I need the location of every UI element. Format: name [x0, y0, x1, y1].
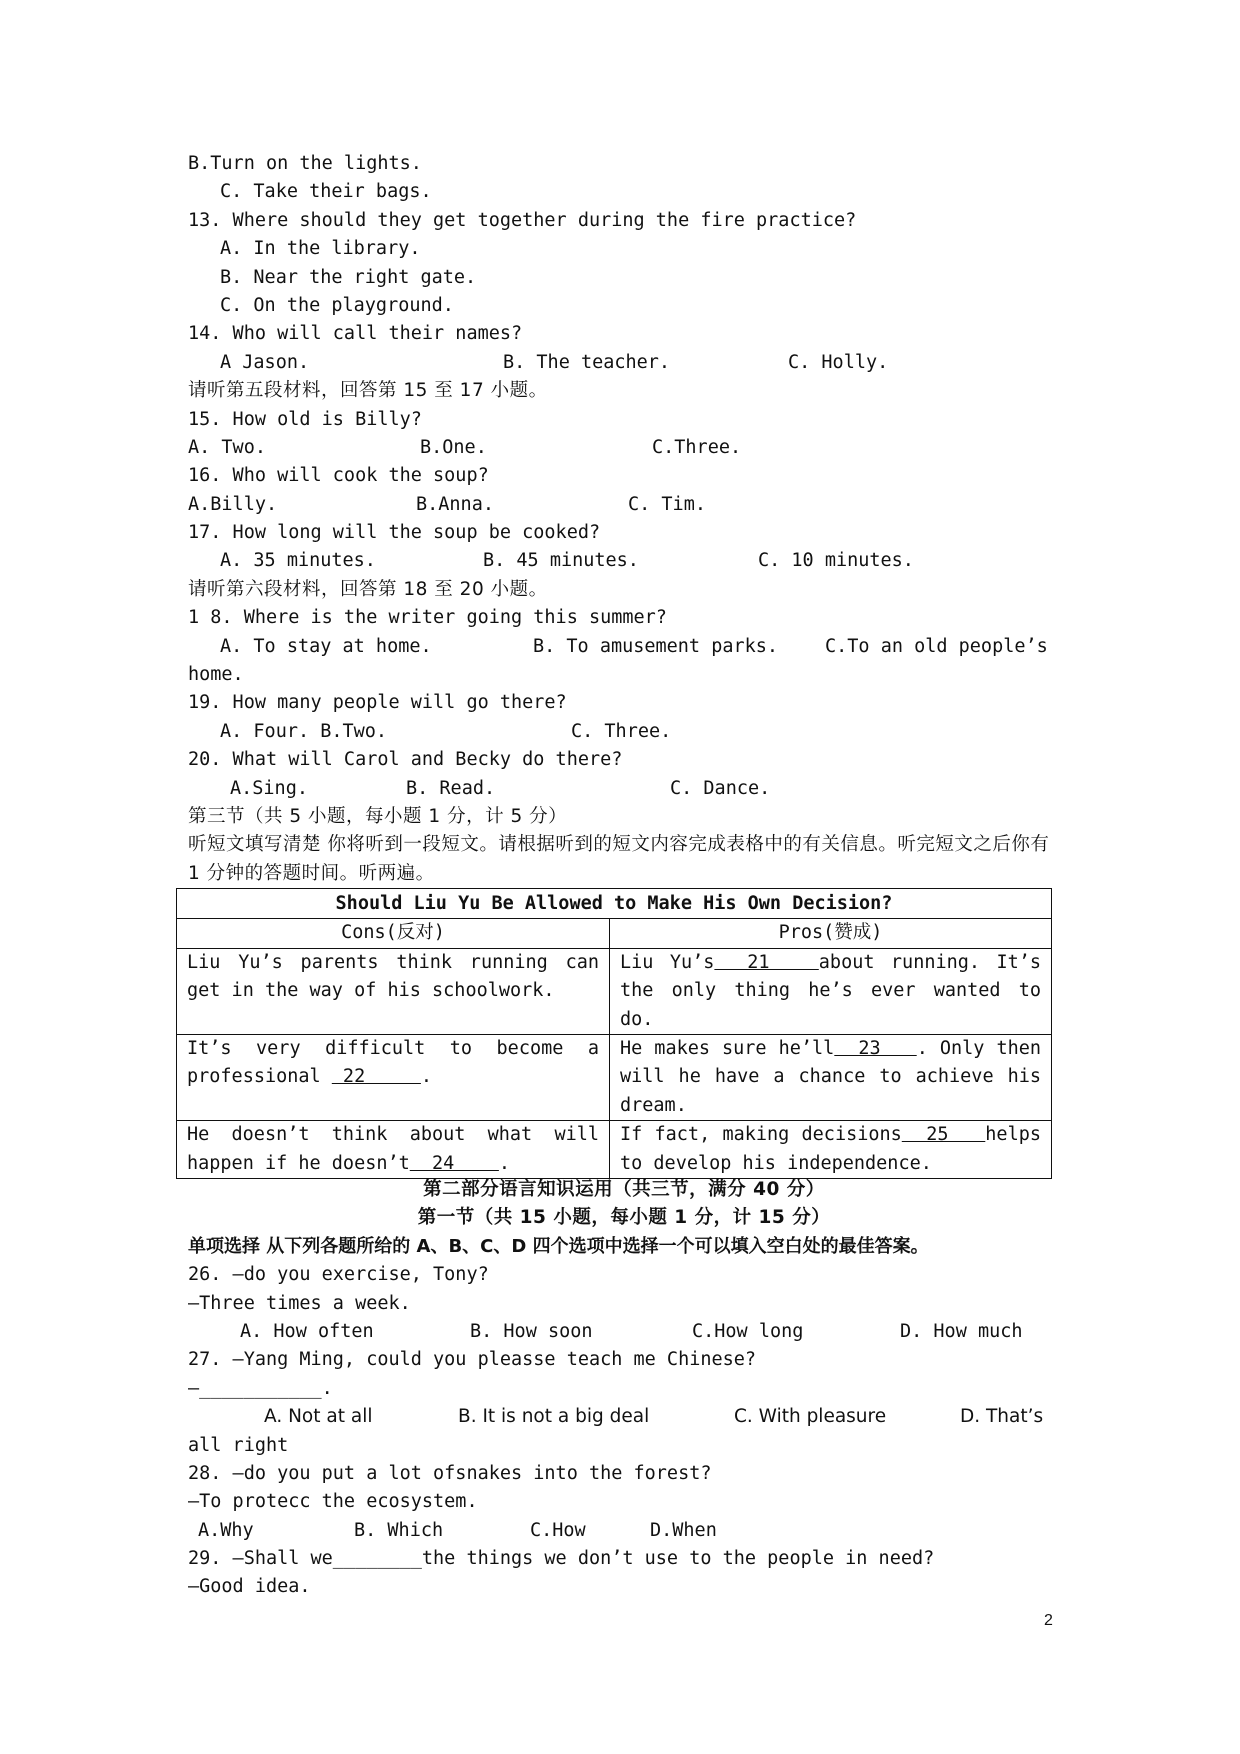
option-line: A. In the library. — [220, 238, 421, 260]
option-b: B. How soon — [470, 1320, 593, 1342]
option-a: A. How often — [240, 1320, 374, 1342]
options-27 — [188, 1403, 1060, 1431]
option-a: A.Why — [198, 1519, 254, 1541]
cell-text: . Only then will he have a chance to achieve his dream. — [620, 1038, 1041, 1116]
option-c: C. Tim. — [628, 493, 706, 515]
option-a: A.Billy. — [188, 493, 278, 515]
part-2-title: 第二部分语言知识运用（共三节，满分 40 分） — [423, 1179, 825, 1200]
cell-text: It’s very difficult to become a professional — [187, 1038, 599, 1088]
question-18: 1 8. Where is the writer going this summer? — [188, 607, 667, 629]
question-29: 29. —Shall we________the things we don’t use to the people in need? — [188, 1548, 935, 1570]
option-a: A Jason. — [220, 351, 310, 373]
answer-line: —Good idea. — [188, 1576, 311, 1598]
section-3-instructions: 听短文填写清楚 你将听到一段短文。请根据听到的短文内容完成表格中的有关信息。听完短文之后你有 1 分钟的答题时间。听两遍。 — [188, 834, 1050, 884]
option-a: A. Not at all — [264, 1406, 373, 1428]
option-c: C.To an old people’s — [825, 635, 1048, 657]
section-6-header: 请听第六段材料，回答第 18 至 20 小题。 — [188, 578, 548, 600]
option-c: C. 10 minutes. — [758, 550, 914, 572]
option-b: B. It is not a big deal — [458, 1406, 650, 1428]
part-2-section-1: 第一节（共 15 小题，每小题 1 分，计 15 分） — [417, 1207, 831, 1229]
language-knowledge-section — [188, 1176, 1060, 1602]
options-14 — [188, 349, 1060, 377]
section-5-header: 请听第五段材料，回答第 15 至 17 小题。 — [188, 380, 548, 402]
blank-22: 22 — [331, 1066, 421, 1088]
question-15: 15. How old is Billy? — [188, 408, 422, 430]
pros-header: Pros(赞成) — [610, 919, 1052, 948]
cell-text: He doesn’t think about what will happen if he doesn’t — [187, 1124, 599, 1174]
table-row — [177, 1035, 1052, 1121]
option-c: C. Dance. — [670, 777, 771, 799]
cell-text: . — [498, 1152, 511, 1174]
option-d: D. How much — [900, 1320, 1023, 1342]
option-b: B.One. — [420, 436, 487, 458]
pros-cell — [610, 948, 1052, 1034]
cons-header: Cons(反对) — [177, 919, 610, 948]
options-16 — [188, 491, 1060, 519]
cell-text: about running. It’s the only thing he’s ever wanted to do. — [620, 951, 1041, 1030]
option-b: B. Which — [354, 1519, 444, 1541]
option-b: B. The teacher. — [503, 351, 671, 373]
option-line: C. Take their bags. — [220, 181, 432, 203]
section-3-title: 第三节（共 5 小题，每小题 1 分，计 5 分） — [188, 805, 568, 827]
option-d: D.When — [650, 1519, 717, 1541]
blank-25: 25 — [901, 1124, 986, 1146]
options-19 — [188, 718, 1060, 746]
options-20 — [188, 775, 1060, 803]
cell-text: helps to develop his independence. — [620, 1124, 1041, 1174]
option-a: A. To stay at home. — [220, 635, 432, 657]
table-title: Should Liu Yu Be Allowed to Make His Own Decision? — [177, 889, 1052, 919]
options-15 — [188, 434, 1060, 462]
pros-cell — [610, 1121, 1052, 1179]
option-c: C. Three. — [571, 720, 672, 742]
options-18 — [188, 633, 1060, 661]
option-c: C.How — [530, 1519, 586, 1541]
answer-line: —To protecc the ecosystem. — [188, 1491, 478, 1513]
option-a: A.Sing. — [230, 777, 308, 799]
question-17: 17. How long will the soup be cooked? — [188, 522, 601, 544]
option-b: B. To amusement parks. — [533, 635, 779, 657]
option-a: A. 35 minutes. — [220, 550, 376, 572]
question-13: 13. Where should they get together during the fire practice? — [188, 209, 857, 231]
blank-23: 23 — [834, 1038, 917, 1060]
cell-text: He makes sure he’ll — [620, 1038, 835, 1060]
options-28 — [188, 1517, 1060, 1545]
listening-table — [176, 888, 1052, 1179]
question-26: 26. —do you exercise, Tony? — [188, 1264, 489, 1286]
option-c: C.How long — [692, 1320, 804, 1342]
answer-line: —Three times a week. — [188, 1292, 411, 1314]
table-row — [177, 948, 1052, 1034]
question-28: 28. —do you put a lot ofsnakes into the forest? — [188, 1462, 712, 1484]
option-line: B.Turn on the lights. — [188, 153, 422, 174]
pros-cell — [610, 1035, 1052, 1121]
cons-cell: Liu Yu’s parents think running can get in the way of his schoolwork. — [177, 948, 610, 1034]
question-20: 20. What will Carol and Becky do there? — [188, 749, 623, 771]
option-b: B. Read. — [406, 777, 496, 799]
option-a: A. Two. — [188, 436, 266, 458]
option-b: B.Anna. — [416, 493, 494, 515]
cell-text: Liu Yu’s — [620, 951, 715, 973]
option-c: C. With pleasure — [734, 1406, 887, 1428]
option-continuation: all right — [188, 1434, 289, 1456]
table-row — [177, 1121, 1052, 1179]
options-26 — [188, 1318, 1060, 1346]
question-16: 16. Who will cook the soup? — [188, 465, 489, 487]
question-27: 27. —Yang Ming, could you pleasse teach me Chinese? — [188, 1349, 757, 1371]
options-17 — [188, 547, 1060, 575]
option-continuation: home. — [188, 664, 244, 686]
cell-text: If fact, making decisions — [620, 1124, 902, 1146]
option-c: C.Three. — [652, 436, 742, 458]
blank-21: 21 — [714, 951, 819, 973]
part-2-instructions: 单项选择 从下列各题所给的 A、B、C、D 四个选项中选择一个可以填入空白处的最佳答案。 — [188, 1235, 929, 1257]
page-number: 2 — [1044, 1612, 1053, 1629]
question-19: 19. How many people will go there? — [188, 692, 567, 714]
option-line: B. Near the right gate. — [220, 266, 477, 288]
option-ab: A. Four. B.Two. — [220, 720, 388, 742]
option-line: C. On the playground. — [220, 294, 454, 316]
blank-24: 24 — [409, 1152, 499, 1174]
cell-text: . — [420, 1066, 433, 1088]
cons-cell — [177, 1035, 610, 1121]
option-b: B. 45 minutes. — [483, 550, 639, 572]
option-d: D. That’s — [960, 1406, 1044, 1428]
question-14: 14. Who will call their names? — [188, 323, 523, 345]
answer-line: —___________. — [188, 1377, 333, 1399]
option-c: C. Holly. — [788, 351, 889, 373]
listening-section — [188, 150, 1060, 888]
cons-cell — [177, 1121, 610, 1179]
